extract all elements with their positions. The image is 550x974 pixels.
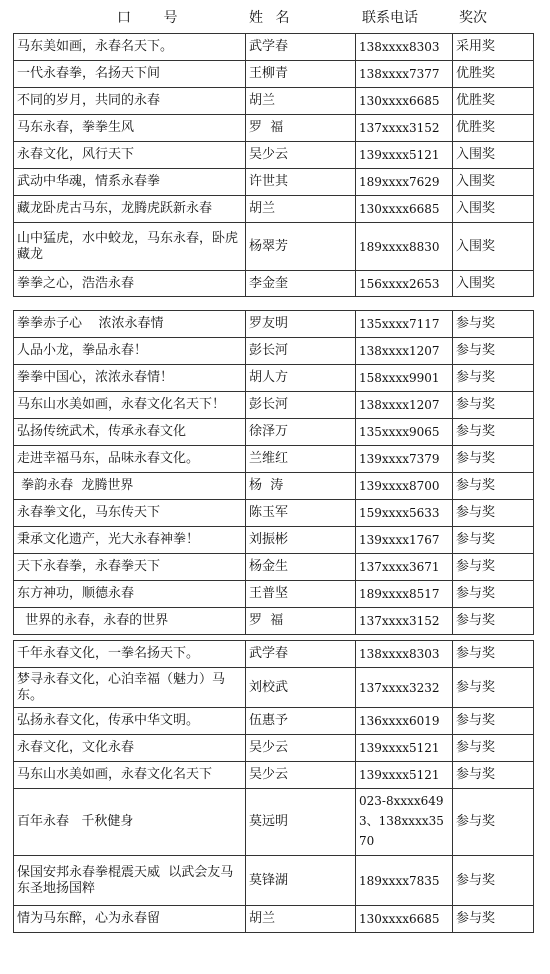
- slogan-cell: 秉承文化遗产，光大永春神拳！: [14, 527, 246, 554]
- award-cell: 参与奖: [453, 554, 534, 581]
- slogan-cell: 山中猛虎，水中蛟龙，马东永春，卧虎藏龙: [14, 223, 246, 271]
- table-row: [14, 500, 534, 527]
- phone-cell: 137xxxx3671: [356, 554, 453, 581]
- phone-cell: 135xxxx9065: [356, 419, 453, 446]
- award-table-group-1: [13, 33, 534, 297]
- slogan-cell: 永春文化，文化永春: [14, 735, 246, 762]
- phone-cell: 138xxxx1207: [356, 338, 453, 365]
- phone-cell: 023-8xxxx6493、138xxxx3570: [356, 789, 453, 856]
- award-cell: 参与奖: [453, 473, 534, 500]
- table-row: [14, 473, 534, 500]
- award-cell: 参与奖: [453, 392, 534, 419]
- name-cell: 莫远明: [246, 789, 356, 856]
- table-row: [14, 196, 534, 223]
- award-cell: 参与奖: [453, 365, 534, 392]
- phone-cell: 139xxxx7379: [356, 446, 453, 473]
- table-row: [14, 115, 534, 142]
- slogan-cell: 天下永春拳，永春拳天下: [14, 554, 246, 581]
- table-row: [14, 34, 534, 61]
- table-row: [14, 311, 534, 338]
- table-row: [14, 554, 534, 581]
- phone-cell: 138xxxx8303: [356, 641, 453, 668]
- award-cell: 参与奖: [453, 762, 534, 789]
- phone-cell: 189xxxx7629: [356, 169, 453, 196]
- header-award: 奖次: [459, 10, 487, 26]
- name-cell: 王柳青: [246, 61, 356, 88]
- table-row: [14, 169, 534, 196]
- slogan-cell: 拳拳中国心，浓浓永春情！: [14, 365, 246, 392]
- phone-cell: 130xxxx6685: [356, 906, 453, 933]
- phone-cell: 137xxxx3152: [356, 608, 453, 635]
- award-cell: 优胜奖: [453, 115, 534, 142]
- phone-cell: 189xxxx7835: [356, 856, 453, 906]
- table-row: [14, 271, 534, 297]
- phone-cell: 138xxxx8303: [356, 34, 453, 61]
- phone-cell: 139xxxx1767: [356, 527, 453, 554]
- phone-cell: 139xxxx8700: [356, 473, 453, 500]
- slogan-cell: 弘扬永春文化，传承中华文明。: [14, 708, 246, 735]
- slogan-cell: 拳韵永春 龙腾世界: [14, 473, 246, 500]
- award-cell: 参与奖: [453, 446, 534, 473]
- header-phone: 联系电话: [362, 10, 418, 26]
- award-table-group-3: [13, 640, 534, 933]
- table-row: [14, 142, 534, 169]
- phone-cell: 135xxxx7117: [356, 311, 453, 338]
- award-cell: 优胜奖: [453, 61, 534, 88]
- slogan-cell: 不同的岁月，共同的永春: [14, 88, 246, 115]
- slogan-cell: 人品小龙，拳品永春！: [14, 338, 246, 365]
- award-cell: 参与奖: [453, 906, 534, 933]
- name-cell: 罗友明: [246, 311, 356, 338]
- award-cell: 参与奖: [453, 338, 534, 365]
- award-cell: 优胜奖: [453, 88, 534, 115]
- table-row: [14, 392, 534, 419]
- award-cell: 参与奖: [453, 311, 534, 338]
- phone-cell: 139xxxx5121: [356, 735, 453, 762]
- award-cell: 参与奖: [453, 735, 534, 762]
- name-cell: 吴少云: [246, 735, 356, 762]
- award-cell: 入围奖: [453, 271, 534, 297]
- award-cell: 参与奖: [453, 856, 534, 906]
- name-cell: 刘校武: [246, 668, 356, 708]
- award-cell: 入围奖: [453, 142, 534, 169]
- award-cell: 参与奖: [453, 500, 534, 527]
- slogan-cell: 马东山水美如画，永春文化名天下！: [14, 392, 246, 419]
- name-cell: 武学春: [246, 641, 356, 668]
- phone-cell: 139xxxx5121: [356, 762, 453, 789]
- name-cell: 许世其: [246, 169, 356, 196]
- table-row: [14, 608, 534, 635]
- phone-cell: 156xxxx2653: [356, 271, 453, 297]
- phone-cell: 137xxxx3152: [356, 115, 453, 142]
- table-row: [14, 338, 534, 365]
- name-cell: 胡兰: [246, 196, 356, 223]
- slogan-cell: 拳拳赤子心 浓浓永春情: [14, 311, 246, 338]
- slogan-cell: 马东永春，拳拳生风: [14, 115, 246, 142]
- table-row: [14, 641, 534, 668]
- award-table-group-2: [13, 310, 534, 635]
- award-cell: 参与奖: [453, 641, 534, 668]
- slogan-cell: 永春拳文化，马东传天下: [14, 500, 246, 527]
- name-cell: 兰维红: [246, 446, 356, 473]
- slogan-cell: 马东美如画，永春名天下。: [14, 34, 246, 61]
- header-slogan: 口 号: [117, 10, 192, 26]
- award-cell: 参与奖: [453, 668, 534, 708]
- table-row: [14, 762, 534, 789]
- name-cell: 陈玉军: [246, 500, 356, 527]
- award-cell: 参与奖: [453, 789, 534, 856]
- name-cell: 李金奎: [246, 271, 356, 297]
- phone-cell: 130xxxx6685: [356, 196, 453, 223]
- slogan-cell: 走进幸福马东，品味永春文化。: [14, 446, 246, 473]
- award-cell: 参与奖: [453, 708, 534, 735]
- slogan-cell: 弘扬传统武术，传承永春文化: [14, 419, 246, 446]
- award-cell: 入围奖: [453, 223, 534, 271]
- award-cell: 入围奖: [453, 196, 534, 223]
- slogan-cell: 一代永春拳，名扬天下间: [14, 61, 246, 88]
- slogan-cell: 百年永春 千秋健身: [14, 789, 246, 856]
- name-cell: 吴少云: [246, 142, 356, 169]
- name-cell: 罗 福: [246, 115, 356, 142]
- slogan-cell: 永春文化，风行天下: [14, 142, 246, 169]
- name-cell: 吴少云: [246, 762, 356, 789]
- phone-cell: 138xxxx7377: [356, 61, 453, 88]
- phone-cell: 159xxxx5633: [356, 500, 453, 527]
- slogan-cell: 梦寻永春文化，心泊幸福（魅力）马东。: [14, 668, 246, 708]
- table-row: [14, 527, 534, 554]
- phone-cell: 130xxxx6685: [356, 88, 453, 115]
- award-cell: 参与奖: [453, 527, 534, 554]
- table-row: [14, 61, 534, 88]
- name-cell: 武学春: [246, 34, 356, 61]
- slogan-cell: 情为马东醉，心为永春留: [14, 906, 246, 933]
- table-row: [14, 668, 534, 708]
- name-cell: 伍惠予: [246, 708, 356, 735]
- slogan-cell: 保国安邦永春拳棍震天威 以武会友马东圣地扬国粹: [14, 856, 246, 906]
- slogan-cell: 拳拳之心，浩浩永春: [14, 271, 246, 297]
- award-cell: 入围奖: [453, 169, 534, 196]
- award-cell: 参与奖: [453, 419, 534, 446]
- slogan-cell: 千年永春文化，一拳名扬天下。: [14, 641, 246, 668]
- award-cell: 参与奖: [453, 608, 534, 635]
- name-cell: 胡人方: [246, 365, 356, 392]
- table-row: [14, 735, 534, 762]
- name-cell: 杨 涛: [246, 473, 356, 500]
- header-name: 姓 名: [249, 10, 294, 26]
- slogan-cell: 世界的永春，永春的世界: [14, 608, 246, 635]
- slogan-cell: 武动中华魂，情系永春拳: [14, 169, 246, 196]
- name-cell: 彭长河: [246, 338, 356, 365]
- award-cell: 采用奖: [453, 34, 534, 61]
- table-row: [14, 708, 534, 735]
- table-row: [14, 223, 534, 271]
- slogan-cell: 东方神功，顺德永春: [14, 581, 246, 608]
- slogan-cell: 马东山水美如画，永春文化名天下: [14, 762, 246, 789]
- name-cell: 杨金生: [246, 554, 356, 581]
- table-row: [14, 856, 534, 906]
- name-cell: 杨翠芳: [246, 223, 356, 271]
- phone-cell: 138xxxx1207: [356, 392, 453, 419]
- table-row: [14, 789, 534, 856]
- phone-cell: 136xxxx6019: [356, 708, 453, 735]
- award-cell: 参与奖: [453, 581, 534, 608]
- phone-cell: 189xxxx8517: [356, 581, 453, 608]
- phone-cell: 139xxxx5121: [356, 142, 453, 169]
- table-row: [14, 906, 534, 933]
- phone-cell: 158xxxx9901: [356, 365, 453, 392]
- name-cell: 彭长河: [246, 392, 356, 419]
- name-cell: 王普坚: [246, 581, 356, 608]
- name-cell: 刘振彬: [246, 527, 356, 554]
- slogan-cell: 藏龙卧虎古马东，龙腾虎跃新永春: [14, 196, 246, 223]
- phone-cell: 189xxxx8830: [356, 223, 453, 271]
- name-cell: 莫锋湖: [246, 856, 356, 906]
- table-row: [14, 419, 534, 446]
- name-cell: 胡兰: [246, 906, 356, 933]
- table-row: [14, 581, 534, 608]
- table-row: [14, 88, 534, 115]
- table-row: [14, 446, 534, 473]
- table-row: [14, 365, 534, 392]
- name-cell: 胡兰: [246, 88, 356, 115]
- name-cell: 徐泽万: [246, 419, 356, 446]
- phone-cell: 137xxxx3232: [356, 668, 453, 708]
- name-cell: 罗 福: [246, 608, 356, 635]
